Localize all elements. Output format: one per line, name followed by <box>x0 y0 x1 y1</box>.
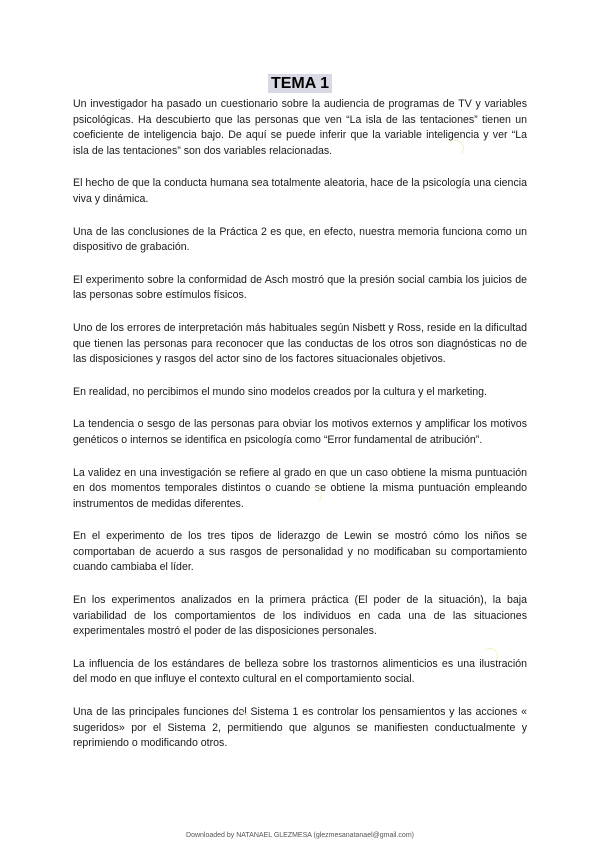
statement-paragraph-5: Uno de los errores de interpretación más habituales según Nisbett y Ross, reside en la dificultad que tienen las personas para reconocer que las conductas de los otros son diagnósticas no de las disposiciones y rasgos del actor sino de los factores situacionales objetivos. <box>73 321 527 366</box>
statement-paragraph-2: El hecho de que la conducta humana sea totalmente aleatoria, hace de la psicología una ciencia viva y dinámica. <box>73 177 527 205</box>
statement-paragraph-4: El experimento sobre la conformidad de Asch mostró que la presión social cambia los juicios de las personas sobre estímulos físicos. <box>73 273 527 302</box>
statement-paragraph-8: La validez en una investigación se refiere al grado en que un caso obtiene la misma puntuación en dos momentos temporales distintos o cuando se obtiene la misma puntuación empleando instrumentos de medidas diferentes. <box>73 466 527 510</box>
page-title: TEMA 1 <box>268 74 332 93</box>
statement-paragraph-7: La tendencia o sesgo de las personas para obviar los motivos externos y amplificar los motivos genéticos o internos se identifica en psicología como “Error fundamental de atribución”. <box>73 418 527 446</box>
annotation-mark <box>482 648 498 664</box>
statement-paragraph-10: En los experimentos analizados en la primera práctica (El poder de la situación), la baja variabilidad de los comportamientos de los individuos en cada una de las situaciones experimentales mostró el poder de las disposiciones personales. <box>73 594 527 638</box>
annotation-mark <box>306 487 322 503</box>
statement-paragraph-11: La influencia de los estándares de belleza sobre los trastornos alimenticios es una ilustración del modo en que influye el contexto cultural en el comportamiento social. <box>73 657 527 686</box>
statement-paragraph-6: En realidad, no percibimos el mundo sino modelos creados por la cultura y el marketing. <box>73 385 487 398</box>
statement-paragraph-12: Una de las principales funciones del Sistema 1 es controlar los pensamientos y las acciones « sugeridos» por el Sistema 2, permitiendo que algunos se manifiesten conductualmente y reprimiendo o modificando otros. <box>73 706 527 750</box>
statements-list <box>73 97 527 769</box>
annotation-mark <box>448 140 464 156</box>
annotation-mark <box>232 711 248 727</box>
statement-paragraph-1: Un investigador ha pasado un cuestionario sobre la audiencia de programas de TV y variables psicológicas. Ha descubierto que las personas que ven “La isla de las tentaciones” tienen un coeficiente de inteligencia bajo. De aquí se puede inferir que la variable inteligencia y ver “La isla de las tentaciones” son dos variables relacionadas. <box>73 98 527 157</box>
download-footer: Downloaded by NATANAEL GLEZMESA (glezmesanatanael@gmail.com) <box>186 832 414 839</box>
statement-paragraph-9: En el experimento de los tres tipos de liderazgo de Lewin se mostró cómo los niños se comportaban de acuerdo a sus rasgos de personalidad y no modificaban su comportamiento cuando cambiaba el líder. <box>73 530 527 574</box>
statement-paragraph-3: Una de las conclusiones de la Práctica 2 es que, en efecto, nuestra memoria funciona como un dispositivo de grabación. <box>73 225 527 254</box>
title-container <box>0 74 600 93</box>
